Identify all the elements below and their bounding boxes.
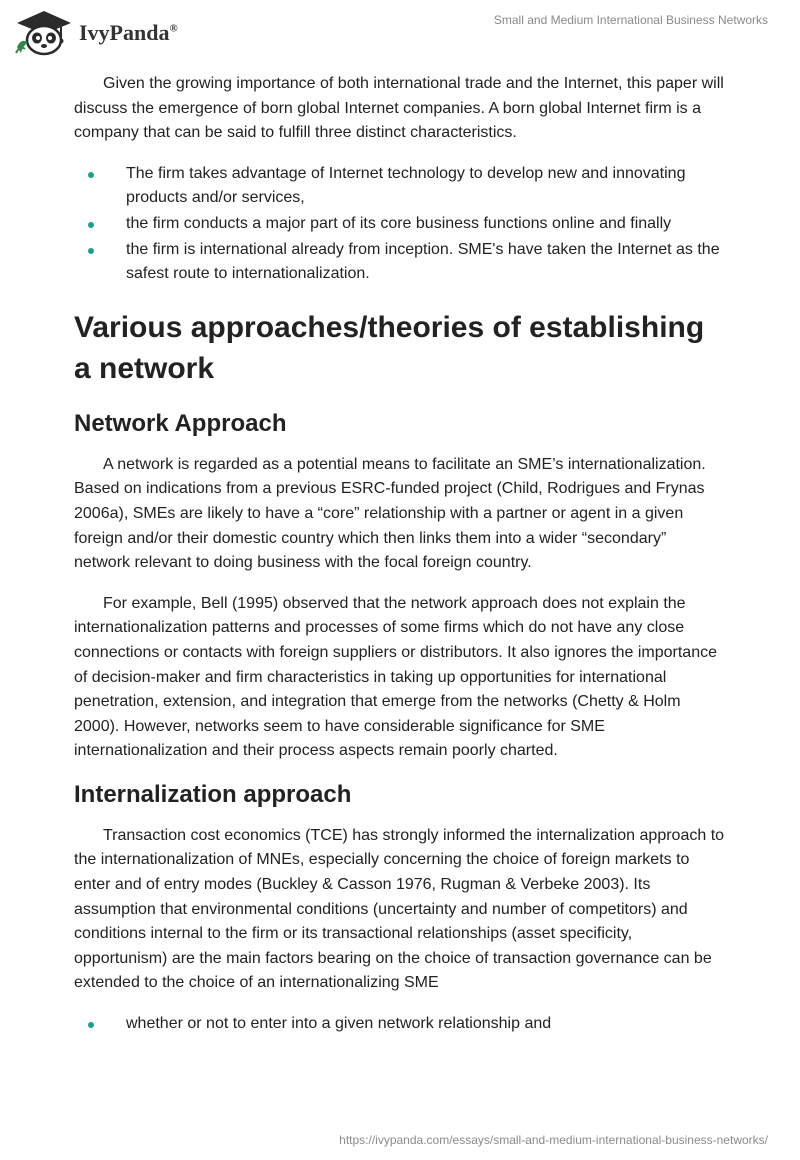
ivypanda-logo-icon[interactable] (14, 7, 74, 57)
list-item-text: whether or not to enter into a given network relationship and (126, 1015, 552, 1033)
internalization-approach-heading: Internalization approach (74, 780, 352, 808)
page-header (0, 0, 800, 66)
list-item-text: the firm conducts a major part of its core business functions online and finally (126, 214, 672, 232)
network-paragraph: For example, Bell (1995) observed that the network approach does not explain the internationalization patterns and processes of some firms which do not have any close connections or contacts with foreign suppliers or distributors. It also ignores the importance of decision-maker and firm characteristics in taking up opportunities for international penetration, extension, and integration that emerge from the networks (Chetty & Holm 2000). However, networks seem to have considerable significance for SME internationalization and their process aspects remain poorly charted. (74, 594, 717, 760)
list-item (74, 1012, 726, 1037)
intro-paragraph: Given the growing importance of both international trade and the Internet, this paper will discuss the emergence of born global Internet companies. A born global Internet firm is a company that can be said to fulfill three distinct characteristics. (74, 75, 724, 142)
internalization-paragraph: Transaction cost economics (TCE) has strongly informed the internalization approach to the internationalization of MNEs, especially concerning the choice of foreign markets to enter and of entry modes (Buckley & Casson 1976, Rugman & Verbeke 2003). Its assumption that environmental conditions (uncertainty and number of competitors) and conditions internal to the firm or its transactional relationships (asset specificity, opportunism) are the main factors bearing on the choice of transaction governance can be extended to the choice of an internationalizing SME (74, 826, 725, 992)
bullet-icon (88, 172, 94, 178)
characteristics-list (74, 162, 726, 287)
list-item-text: the firm is international already from inception. SME's have taken the Internet as the safest route to internationalization. (126, 240, 720, 283)
internalization-list (74, 1012, 726, 1037)
list-item (74, 212, 726, 237)
registered-mark: ® (169, 22, 178, 35)
bullet-icon (88, 1022, 94, 1028)
document-title: Small and Medium International Business Networks (493, 13, 768, 27)
list-item (74, 238, 726, 287)
brand-text: IvyPanda (79, 20, 170, 45)
bullet-icon (88, 222, 94, 228)
section-heading: Various approaches/theories of establishing a network (74, 310, 705, 385)
network-approach-heading: Network Approach (74, 409, 287, 437)
bullet-icon (88, 248, 94, 254)
network-paragraph: A network is regarded as a potential means to facilitate an SME’s internationalization. Based on indications from a previous ESRC-funded project (Child, Rodrigues and Frynas 2006a), SMEs are likely to have a “core” relationship with a partner or agent in a given foreign and/or their domestic country which then links them into a wider “secondary” network relevant to doing business with the focal foreign country. (74, 455, 706, 572)
list-item-text: The firm takes advantage of Internet technology to develop new and innovating products and/or services, (126, 164, 686, 207)
list-item (74, 162, 726, 211)
brand-name[interactable] (79, 20, 178, 46)
source-url-link[interactable]: https://ivypanda.com/essays/small-and-medium-international-business-networks/ (339, 1133, 768, 1147)
article-body (74, 72, 726, 1053)
